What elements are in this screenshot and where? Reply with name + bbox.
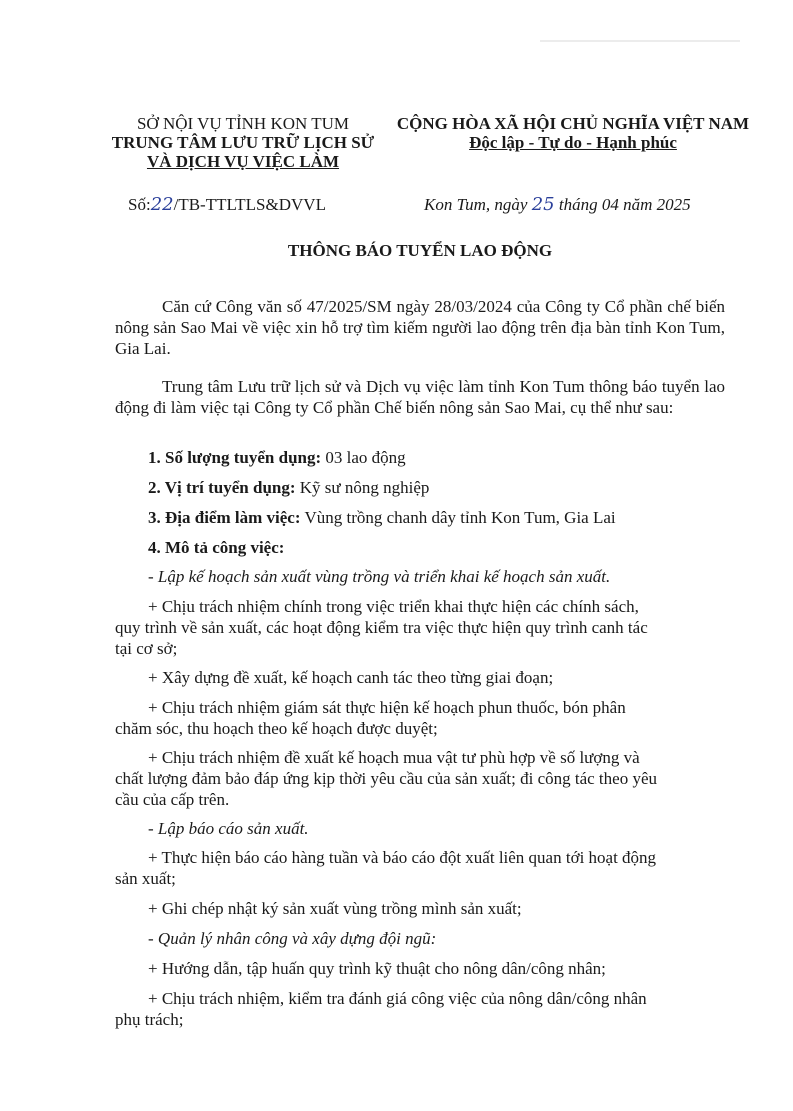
- plan-item-2: + Xây dựng đề xuất, kế hoạch canh tác theo từng giai đoạn;: [148, 668, 554, 687]
- agency-name-line1: TRUNG TÂM LƯU TRỮ LỊCH SỬ: [111, 133, 375, 152]
- plan-item-1-line-2: quy trình về sản xuất, các hoạt động kiểm tra việc thực hiện quy trình canh tác: [115, 618, 648, 637]
- report-heading: - Lập báo cáo sản xuất.: [148, 819, 309, 838]
- intro-text-1: Căn cứ Công văn số 47/2025/SM ngày 28/03/2024 của Công ty Cổ phần chế biến nông sản Sao Mai về việc xin hỗ trợ tìm kiếm người lao động trên địa bàn tỉnh Kon Tum, Gia Lai.: [115, 297, 725, 358]
- scan-artifact: [540, 40, 740, 42]
- position-label: 2. Vị trí tuyển dụng:: [148, 478, 296, 497]
- agency-parent: SỞ NỘI VỤ TỈNH KON TUM: [136, 114, 350, 133]
- agency-block: [108, 114, 378, 171]
- item-position: [148, 477, 429, 498]
- position-value: Kỹ sư nông nghiệp: [299, 478, 430, 497]
- quantity-label: 1. Số lượng tuyển dụng:: [148, 448, 322, 467]
- date-prefix: Kon Tum, ngày: [424, 195, 528, 214]
- handwritten-number: 22: [150, 194, 174, 215]
- plan-item-3-line-2: chăm sóc, thu hoạch theo kế hoạch được duyệt;: [115, 719, 438, 738]
- report-item-1-line-1: + Thực hiện báo cáo hàng tuần và báo cáo đột xuất liên quan tới hoạt động: [148, 848, 657, 867]
- item-quantity: [148, 447, 406, 468]
- national-motto-block: [393, 114, 753, 152]
- plan-heading: - Lập kế hoạch sản xuất vùng trồng và triển khai kế hoạch sản xuất.: [148, 567, 611, 586]
- plan-item-3-line-1: + Chịu trách nhiệm giám sát thực hiện kế hoạch phun thuốc, bón phân: [148, 698, 626, 717]
- item-description-heading: 4. Mô tả công việc:: [148, 538, 285, 557]
- intro-paragraph-2: [115, 376, 725, 418]
- report-item-2: + Ghi chép nhật ký sản xuất vùng trồng mình sản xuất;: [148, 899, 522, 918]
- location-label: 3. Địa điểm làm việc:: [148, 508, 301, 527]
- staff-heading: - Quản lý nhân công và xây dựng đội ngũ:: [148, 929, 437, 948]
- report-item-1-line-2: sản xuất;: [115, 869, 176, 888]
- national-motto-text: Độc lập - Tự do - Hạnh phúc: [469, 133, 677, 152]
- date-line: [424, 194, 691, 215]
- staff-item-1: + Hướng dẫn, tập huấn quy trình kỹ thuật cho nông dân/công nhân;: [148, 959, 606, 978]
- location-value: Vùng trồng chanh dây tỉnh Kon Tum, Gia Lai: [304, 508, 616, 527]
- item-location: [148, 507, 616, 528]
- plan-item-4-line-1: + Chịu trách nhiệm đề xuất kế hoạch mua vật tư phù hợp về số lượng và: [148, 748, 640, 767]
- national-motto: [393, 133, 753, 152]
- intro-text-2: Trung tâm Lưu trữ lịch sử và Dịch vụ việc làm tỉnh Kon Tum thông báo tuyển lao động đi làm việc tại Công ty Cổ phần Chế biến nông sản Sao Mai, cụ thể như sau:: [115, 377, 725, 417]
- handwritten-day: 25: [531, 194, 555, 215]
- national-title: CỘNG HÒA XÃ HỘI CHỦ NGHĨA VIỆT NAM: [396, 114, 750, 133]
- intro-paragraph-1: [115, 296, 725, 359]
- quantity-value: 03 lao động: [325, 448, 406, 467]
- doc-number-suffix: /TB-TTLTLS&DVVL: [173, 195, 326, 214]
- document-number: [128, 194, 326, 215]
- doc-number-prefix: Số:: [128, 195, 151, 214]
- agency-name-line2-text: VÀ DỊCH VỤ VIỆC LÀM: [146, 152, 340, 171]
- plan-item-4-line-2: chất lượng đảm bảo đáp ứng kịp thời yêu cầu của sản xuất; đi công tác theo yêu: [115, 769, 657, 788]
- agency-name-line2: [108, 152, 378, 171]
- staff-item-2-line-2: phụ trách;: [115, 1010, 184, 1029]
- plan-item-1-line-1: + Chịu trách nhiệm chính trong việc triển khai thực hiện các chính sách,: [148, 597, 639, 616]
- staff-item-2-line-1: + Chịu trách nhiệm, kiểm tra đánh giá công việc của nông dân/công nhân: [148, 989, 647, 1008]
- document-title: THÔNG BÁO TUYỂN LAO ĐỘNG: [287, 241, 553, 260]
- plan-item-4-line-3: cầu của cấp trên.: [115, 790, 230, 809]
- date-suffix: tháng 04 năm 2025: [558, 195, 691, 214]
- plan-item-1-line-3: tại cơ sở;: [115, 639, 178, 658]
